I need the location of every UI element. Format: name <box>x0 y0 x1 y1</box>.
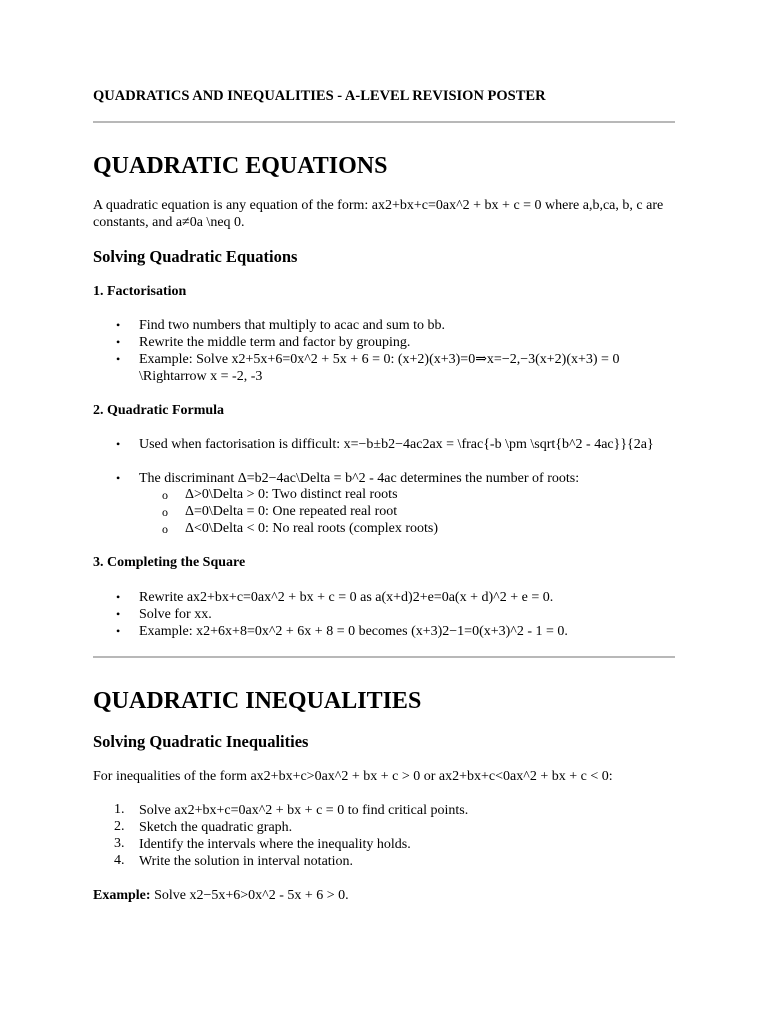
sub-bullet-icon: o <box>162 488 168 502</box>
poster-title: QUADRATICS AND INEQUALITIES - A-LEVEL REVISION POSTER <box>93 88 546 104</box>
solving-inequalities-subheading: Solving Quadratic Inequalities <box>93 732 309 751</box>
solving-equations-subheading: Solving Quadratic Equations <box>93 247 298 266</box>
equations-intro: A quadratic equation is any equation of the form: ax2+bx+c=0ax^2 + bx + c = 0 where a,b,ca, b, c are constants, and a≠0a \neq 0. <box>93 198 664 230</box>
section-heading-inequalities: QUADRATIC INEQUALITIES <box>93 688 422 714</box>
step-number: 3. <box>114 836 125 851</box>
bullet-icon: • <box>116 471 121 485</box>
step-number: 4. <box>114 853 125 868</box>
example-label: Example: <box>93 888 151 903</box>
step-number: 2. <box>114 819 125 834</box>
bullet-icon: • <box>116 335 121 349</box>
inequality-example <box>93 887 675 904</box>
section-heading-equations: QUADRATIC EQUATIONS <box>93 153 388 179</box>
bullet-icon: • <box>116 352 121 366</box>
divider <box>93 656 675 658</box>
quadratic-formula-heading: 2. Quadratic Formula <box>93 403 225 418</box>
factorisation-heading: 1. Factorisation <box>93 284 187 299</box>
bullet-icon: • <box>116 607 121 621</box>
inequalities-intro: For inequalities of the form ax2+bx+c>0ax^2 + bx + c > 0 or ax2+bx+c<0ax^2 + bx + c < 0: <box>93 769 613 784</box>
step-number: 1. <box>114 802 125 817</box>
bullet-icon: • <box>116 318 121 332</box>
sub-bullet-icon: o <box>162 505 168 519</box>
completing-square-heading: 3. Completing the Square <box>93 555 246 570</box>
sub-bullet-icon: o <box>162 522 168 536</box>
bullet-icon: • <box>116 437 121 451</box>
bullet-icon: • <box>116 624 121 638</box>
example-text: Solve x2−5x+6>0x^2 - 5x + 6 > 0. <box>150 888 349 903</box>
bullet-icon: • <box>116 590 121 604</box>
divider <box>93 121 675 123</box>
